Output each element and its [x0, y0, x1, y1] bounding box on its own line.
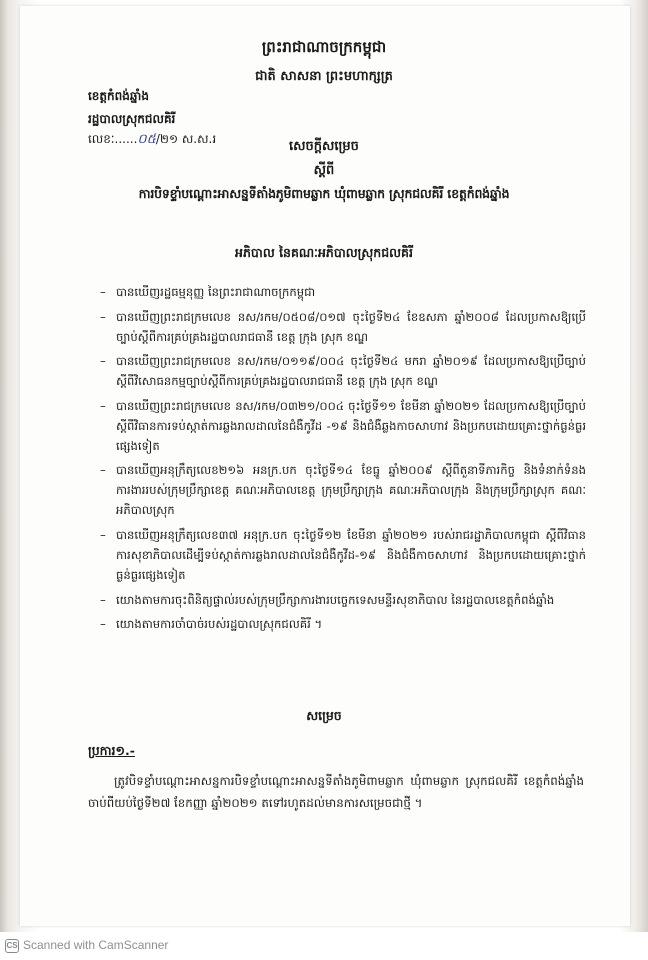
considerations-list — [100, 282, 586, 639]
consideration-text: បានឃើញអនុក្រឹត្យលេខ៣៧ អនុក្រ.បក ចុះថ្ងៃទី១២ ខែមីនា ឆ្នាំ២០២១ របស់រាជរដ្ឋាភិបាលកម្ពុជា ស្តីពីវិធានការសុខាភិបាលដើម្បីទប់ស្កាត់ការឆ្លងរាលដាលនៃជំងឺកូវីដ-១៩ និងជំងឺកាចសាហាវ និងប្រកបដោយគ្រោះថ្នាក់ធ្ងន់ធ្ងរផ្សេងទៀត — [116, 527, 586, 582]
national-motto: ជាតិ សាសនា ព្រះមហាក្សត្រ — [255, 69, 393, 84]
document-subject: ការបិទខ្ទាំបណ្តោះអាសន្នទីតាំងភូមិពាមឆ្លាក ឃុំពាមឆ្លាក ស្រុកជលគិរី ខេត្តកំពង់ឆ្នាំង — [138, 186, 510, 201]
kingdom-heading: ព្រះរាជាណាចក្រកម្ពុជា — [261, 38, 387, 56]
camscanner-logo-icon: CS — [5, 939, 19, 953]
consideration-text: បានឃើញព្រះរាជក្រមលេខ នស/រកម/០៣២១/០០៤ ចុះថ្ងៃទី១១ ខែមីនា ឆ្នាំ២០២១ ដែលប្រកាសឱ្យប្រើច្បាប់ស្តីពីវិធានការទប់ស្កាត់ការឆ្លងរាលដាលនៃជំងឺកូវីដ -១៩ និងជំងឺឆ្លងកាចសាហាវ និងប្រកបដោយគ្រោះថ្នាក់ធ្ងន់ធ្ងរផ្សេងទៀត — [116, 398, 586, 453]
consideration-item: – យោងតាមការចាំបាច់របស់រដ្ឋបាលស្រុកជលគិរី ។ — [100, 617, 323, 632]
consideration-item: – បានឃើញព្រះរាជក្រមលេខ នស/រកម/០៥០៨/០១៧ ចុះថ្ងៃទី២៤ ខែឧសភា ឆ្នាំ២០០៨ ដែលប្រកាសឱ្យប្រើច្បាប់ស្តីពីការគ្រប់គ្រងរដ្ឋបាលរាជធានី ខេត្ត ក្រុង ស្រុក ខណ្ឌ — [100, 309, 586, 344]
issuing-administration: រដ្ឋបាលស្រុកជលគិរី — [88, 112, 176, 126]
decision-heading: សម្រេច — [306, 708, 342, 723]
consideration-text: បានឃើញរដ្ឋធម្មនុញ្ញ នៃព្រះរាជាណាចក្រកម្ពុជា — [116, 285, 316, 299]
consideration-text: បានឃើញព្រះរាជក្រមលេខ នស/រកម/០៥០៨/០១៧ ចុះថ្ងៃទី២៤ ខែឧសភា ឆ្នាំ២០០៨ ដែលប្រកាសឱ្យប្រើច្បាប់ស្តីពីការគ្រប់គ្រងរដ្ឋបាលរាជធានី ខេត្ត ក្រុង ស្រុក ខណ្ឌ — [116, 309, 586, 344]
camscanner-label: Scanned with CamScanner — [23, 938, 169, 952]
article-text: ត្រូវបិទខ្ទាំបណ្តោះអាសន្នការបិទខ្ទាំបណ្តោះអាសន្នទីតាំងភូមិពាមឆ្លាក ឃុំពាមឆ្លាក ស្រុកជលគិរី ខេត្តកំពង់ឆ្នាំង ចាប់ពីយប់ថ្ងៃទី២៧ ខែកញ្ញា ឆ្នាំ២០២១ តទៅរហូតដល់មានការសម្រេចជាថ្មី ។ — [88, 774, 584, 810]
document-type: សេចក្តីសម្រេច — [289, 139, 359, 154]
consideration-text: បានឃើញព្រះរាជក្រមលេខ នស/រកម/០១១៩/០០៤ ចុះថ្ងៃទី២៤ មករា ឆ្នាំ២០១៩ ដែលប្រកាសឱ្យប្រើច្បាប់ស្តីពីវិសោធនកម្មច្បាប់ស្តីពីការគ្រប់គ្រងរដ្ឋបាលរាជធានី ខេត្ត ក្រុង ស្រុក ខណ្ឌ — [116, 354, 586, 389]
consideration-item: – បានឃើញអនុក្រឹត្យលេខ៣៧ អនុក្រ.បក ចុះថ្ងៃទី១២ ខែមីនា ឆ្នាំ២០២១ របស់រាជរដ្ឋាភិបាលកម្ពុជា ស្តីពីវិធានការសុខាភិបាលដើម្បីទប់ស្កាត់ការឆ្លងរាលដាលនៃជំងឺកូវីដ-១៩ និងជំងឺកាចសាហាវ និងប្រកបដោយគ្រោះថ្នាក់ធ្ងន់ធ្ងរផ្សេងទៀត — [100, 527, 586, 582]
reference-suffix: /២១ ស.ស.រ — [155, 132, 217, 146]
consideration-text: យោងតាមការចុះពិនិត្យផ្ទាល់របស់ក្រុមប្រឹក្សាការងារបច្ចេកទេសមន្ទីរសុខាភិបាល នៃរដ្ឋបាលខេត្តកំពង់ឆ្នាំង — [116, 592, 555, 607]
article-label: ប្រការ១.- — [88, 743, 135, 758]
consideration-text: បានឃើញអនុក្រឹត្យលេខ២១៦ អនក្រ.បក ចុះថ្ងៃទី១៤ ខែធ្នូ ឆ្នាំ២០០៩ ស្តីពីតួនាទីភារកិច្ច និងទំនាក់ទំនងការងាររបស់ក្រុមប្រឹក្សាខេត្ត គណៈអភិបាលខេត្ត ក្រុមប្រឹក្សាក្រុង គណៈអភិបាលក្រុង និងក្រុមប្រឹក្សាស្រុក គណៈអភិបាលស្រុក — [116, 463, 586, 518]
reference-prefix: លេខៈ...... — [88, 132, 138, 146]
consideration-item: – បានឃើញព្រះរាជក្រមលេខ នស/រកម/០៣២១/០០៤ ចុះថ្ងៃទី១១ ខែមីនា ឆ្នាំ២០២១ ដែលប្រកាសឱ្យប្រើច្បាប់ស្តីពីវិធានការទប់ស្កាត់ការឆ្លងរាលដាលនៃជំងឺកូវីដ -១៩ និងជំងឺឆ្លងកាចសាហាវ និងប្រកបដោយគ្រោះថ្នាក់ធ្ងន់ធ្ងរផ្សេងទៀត — [100, 398, 586, 453]
reference-handwritten: ០៥ — [137, 132, 156, 147]
consideration-item: – បានឃើញរដ្ឋធម្មនុញ្ញ នៃព្រះរាជាណាចក្រកម្ពុជា — [100, 285, 316, 299]
authority-heading: អភិបាល នៃគណៈអភិបាលស្រុកជលគិរី — [235, 245, 413, 260]
consideration-item: – បានឃើញអនុក្រឹត្យលេខ២១៦ អនក្រ.បក ចុះថ្ងៃទី១៤ ខែធ្នូ ឆ្នាំ២០០៩ ស្តីពីតួនាទីភារកិច្ច និងទំនាក់ទំនងការងាររបស់ក្រុមប្រឹក្សាខេត្ត គណៈអភិបាលខេត្ត ក្រុមប្រឹក្សាក្រុង គណៈអភិបាលក្រុង និងក្រុមប្រឹក្សាស្រុក គណៈអភិបាលស្រុក — [100, 463, 586, 518]
consideration-item: – បានឃើញព្រះរាជក្រមលេខ នស/រកម/០១១៩/០០៤ ចុះថ្ងៃទី២៤ មករា ឆ្នាំ២០១៩ ដែលប្រកាសឱ្យប្រើច្បាប់ស្តីពីវិសោធនកម្មច្បាប់ស្តីពីការគ្រប់គ្រងរដ្ឋបាលរាជធានី ខេត្ត ក្រុង ស្រុក ខណ្ឌ — [100, 354, 586, 389]
issuing-province: ខេត្តកំពង់ឆ្នាំង — [88, 89, 149, 103]
consideration-item: – យោងតាមការចុះពិនិត្យផ្ទាល់របស់ក្រុមប្រឹក្សាការងារបច្ចេកទេសមន្ទីរសុខាភិបាល នៃរដ្ឋបាលខេត្តកំពង់ឆ្នាំង — [100, 592, 555, 607]
consideration-text: យោងតាមការចាំបាច់របស់រដ្ឋបាលស្រុកជលគិរី ។ — [116, 617, 323, 632]
document-about: ស្តីពី — [313, 163, 335, 178]
